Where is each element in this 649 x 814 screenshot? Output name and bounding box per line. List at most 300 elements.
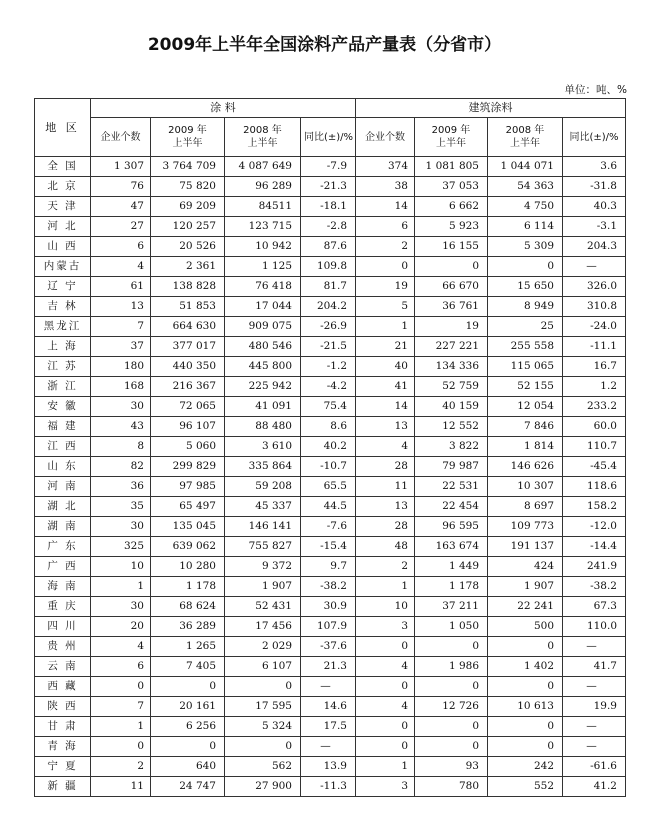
output-value-cell: 45 337	[225, 497, 301, 517]
table-body	[35, 157, 626, 797]
company-count-cell: 14	[356, 197, 415, 217]
table-row	[35, 457, 626, 477]
company-count-cell: 6	[91, 657, 151, 677]
company-count-cell: 35	[91, 497, 151, 517]
output-value-cell: 0	[415, 737, 488, 757]
yoy-change-cell: -11.1	[563, 337, 626, 357]
table-row	[35, 757, 626, 777]
region-cell: 新 疆	[35, 777, 91, 797]
yoy-change-cell: -15.4	[301, 537, 356, 557]
region-cell: 广 东	[35, 537, 91, 557]
output-value-cell: 51 853	[151, 297, 225, 317]
company-count-cell: 8	[91, 437, 151, 457]
yoy-change-cell: 107.9	[301, 617, 356, 637]
company-count-cell: 1	[356, 317, 415, 337]
output-value-cell: 7 846	[488, 417, 563, 437]
output-value-cell: 96 289	[225, 177, 301, 197]
region-cell: 山 西	[35, 237, 91, 257]
company-count-cell: 2	[356, 557, 415, 577]
column-header: 同比(±)/%	[301, 118, 356, 157]
yoy-change-cell: 16.7	[563, 357, 626, 377]
yoy-change-cell: 21.3	[301, 657, 356, 677]
output-value-cell: 1 178	[415, 577, 488, 597]
yoy-change-cell: 110.7	[563, 437, 626, 457]
output-value-cell: 88 480	[225, 417, 301, 437]
output-value-cell: 0	[415, 677, 488, 697]
output-value-cell: 377 017	[151, 337, 225, 357]
output-value-cell: 4 750	[488, 197, 563, 217]
yoy-change-cell: -7.6	[301, 517, 356, 537]
yoy-change-cell: -14.4	[563, 537, 626, 557]
output-value-cell: 16 155	[415, 237, 488, 257]
company-count-cell: 10	[356, 597, 415, 617]
company-count-cell: 48	[356, 537, 415, 557]
output-value-cell: 6 107	[225, 657, 301, 677]
table-row	[35, 217, 626, 237]
company-count-cell: 2	[356, 237, 415, 257]
output-value-cell: 255 558	[488, 337, 563, 357]
output-value-cell: 37 053	[415, 177, 488, 197]
output-value-cell: 9 372	[225, 557, 301, 577]
output-value-cell: 1 050	[415, 617, 488, 637]
output-value-cell: 22 241	[488, 597, 563, 617]
column-header: 2008 年 上半年	[225, 118, 301, 157]
yoy-change-cell: -18.1	[301, 197, 356, 217]
output-value-cell: 0	[488, 637, 563, 657]
output-value-cell: 135 045	[151, 517, 225, 537]
table-row	[35, 577, 626, 597]
yoy-change-cell: 118.6	[563, 477, 626, 497]
yoy-change-cell: —	[563, 737, 626, 757]
company-count-cell: 30	[91, 517, 151, 537]
output-value-cell: 19	[415, 317, 488, 337]
output-value-cell: 7 405	[151, 657, 225, 677]
output-value-cell: 5 060	[151, 437, 225, 457]
header-group-architectural: 建筑涂料	[356, 99, 626, 118]
output-value-cell: 24 747	[151, 777, 225, 797]
table-row	[35, 417, 626, 437]
output-value-cell: 6 114	[488, 217, 563, 237]
region-cell: 吉 林	[35, 297, 91, 317]
output-value-cell: 1 986	[415, 657, 488, 677]
table-row	[35, 357, 626, 377]
output-value-cell: 909 075	[225, 317, 301, 337]
yoy-change-cell: -24.0	[563, 317, 626, 337]
output-value-cell: 93	[415, 757, 488, 777]
output-value-cell: 0	[151, 677, 225, 697]
output-value-cell: 52 759	[415, 377, 488, 397]
output-value-cell: 299 829	[151, 457, 225, 477]
company-count-cell: 180	[91, 357, 151, 377]
yoy-change-cell: -2.8	[301, 217, 356, 237]
yoy-change-cell: 158.2	[563, 497, 626, 517]
yoy-change-cell: 67.3	[563, 597, 626, 617]
column-header: 企业个数	[356, 118, 415, 157]
output-value-cell: 552	[488, 777, 563, 797]
yoy-change-cell: -7.9	[301, 157, 356, 177]
output-value-cell: 52 155	[488, 377, 563, 397]
output-value-cell: 20 161	[151, 697, 225, 717]
output-value-cell: 3 610	[225, 437, 301, 457]
yoy-change-cell: -38.2	[301, 577, 356, 597]
output-value-cell: 97 985	[151, 477, 225, 497]
region-cell: 江 苏	[35, 357, 91, 377]
company-count-cell: 41	[356, 377, 415, 397]
yoy-change-cell: 75.4	[301, 397, 356, 417]
output-value-cell: 10 307	[488, 477, 563, 497]
output-value-cell: 27 900	[225, 777, 301, 797]
output-value-cell: 1 449	[415, 557, 488, 577]
output-value-cell: 1 265	[151, 637, 225, 657]
output-value-cell: 0	[151, 737, 225, 757]
region-cell: 甘 肃	[35, 717, 91, 737]
company-count-cell: 38	[356, 177, 415, 197]
region-cell: 天 津	[35, 197, 91, 217]
region-cell: 北 京	[35, 177, 91, 197]
company-count-cell: 7	[91, 317, 151, 337]
production-table	[34, 98, 626, 797]
region-cell: 山 东	[35, 457, 91, 477]
output-value-cell: 69 209	[151, 197, 225, 217]
yoy-change-cell: —	[301, 737, 356, 757]
output-value-cell: 5 324	[225, 717, 301, 737]
output-value-cell: 12 054	[488, 397, 563, 417]
company-count-cell: 43	[91, 417, 151, 437]
output-value-cell: 40 159	[415, 397, 488, 417]
region-cell: 湖 南	[35, 517, 91, 537]
company-count-cell: 5	[356, 297, 415, 317]
output-value-cell: 163 674	[415, 537, 488, 557]
output-value-cell: 138 828	[151, 277, 225, 297]
table-row	[35, 197, 626, 217]
output-value-cell: 59 208	[225, 477, 301, 497]
yoy-change-cell: 17.5	[301, 717, 356, 737]
output-value-cell: 52 431	[225, 597, 301, 617]
region-cell: 内蒙古	[35, 257, 91, 277]
output-value-cell: 146 141	[225, 517, 301, 537]
company-count-cell: 13	[356, 497, 415, 517]
yoy-change-cell: -61.6	[563, 757, 626, 777]
region-cell: 福 建	[35, 417, 91, 437]
company-count-cell: 61	[91, 277, 151, 297]
yoy-change-cell: 13.9	[301, 757, 356, 777]
company-count-cell: 19	[356, 277, 415, 297]
company-count-cell: 76	[91, 177, 151, 197]
yoy-change-cell: —	[563, 257, 626, 277]
output-value-cell: 1 402	[488, 657, 563, 677]
yoy-change-cell: 204.3	[563, 237, 626, 257]
yoy-change-cell: -10.7	[301, 457, 356, 477]
yoy-change-cell: 30.9	[301, 597, 356, 617]
yoy-change-cell: -26.9	[301, 317, 356, 337]
table-row	[35, 657, 626, 677]
output-value-cell: 72 065	[151, 397, 225, 417]
output-value-cell: 1 907	[225, 577, 301, 597]
company-count-cell: 4	[356, 697, 415, 717]
company-count-cell: 82	[91, 457, 151, 477]
yoy-change-cell: 14.6	[301, 697, 356, 717]
column-header: 2009 年 上半年	[151, 118, 225, 157]
yoy-change-cell: 44.5	[301, 497, 356, 517]
company-count-cell: 40	[356, 357, 415, 377]
region-cell: 海 南	[35, 577, 91, 597]
yoy-change-cell: -37.6	[301, 637, 356, 657]
output-value-cell: 0	[225, 677, 301, 697]
company-count-cell: 1 307	[91, 157, 151, 177]
output-value-cell: 8 697	[488, 497, 563, 517]
table-row	[35, 697, 626, 717]
yoy-change-cell: -4.2	[301, 377, 356, 397]
region-cell: 上 海	[35, 337, 91, 357]
company-count-cell: 168	[91, 377, 151, 397]
yoy-change-cell: -11.3	[301, 777, 356, 797]
page-title: 2009年上半年全国涂料产品产量表（分省市）	[147, 35, 502, 55]
yoy-change-cell: 19.9	[563, 697, 626, 717]
company-count-cell: 20	[91, 617, 151, 637]
region-cell: 全 国	[35, 157, 91, 177]
output-value-cell: 6 256	[151, 717, 225, 737]
table-row	[35, 337, 626, 357]
output-value-cell: 3 822	[415, 437, 488, 457]
output-value-cell: 109 773	[488, 517, 563, 537]
output-value-cell: 41 091	[225, 397, 301, 417]
output-value-cell: 10 613	[488, 697, 563, 717]
company-count-cell: 374	[356, 157, 415, 177]
table-row	[35, 317, 626, 337]
output-value-cell: 500	[488, 617, 563, 637]
company-count-cell: 21	[356, 337, 415, 357]
output-value-cell: 15 650	[488, 277, 563, 297]
output-value-cell: 5 923	[415, 217, 488, 237]
output-value-cell: 36 761	[415, 297, 488, 317]
total-row	[35, 157, 626, 177]
yoy-change-cell: 60.0	[563, 417, 626, 437]
output-value-cell: 54 363	[488, 177, 563, 197]
output-value-cell: 2 029	[225, 637, 301, 657]
table-row	[35, 277, 626, 297]
table-row	[35, 437, 626, 457]
output-value-cell: 227 221	[415, 337, 488, 357]
yoy-change-cell: —	[563, 717, 626, 737]
yoy-change-cell: —	[301, 677, 356, 697]
table-row	[35, 717, 626, 737]
company-count-cell: 7	[91, 697, 151, 717]
yoy-change-cell: 87.6	[301, 237, 356, 257]
yoy-change-cell: -12.0	[563, 517, 626, 537]
output-value-cell: 639 062	[151, 537, 225, 557]
output-value-cell: 216 367	[151, 377, 225, 397]
output-value-cell: 96 595	[415, 517, 488, 537]
output-value-cell: 0	[415, 717, 488, 737]
yoy-change-cell: -21.3	[301, 177, 356, 197]
company-count-cell: 27	[91, 217, 151, 237]
output-value-cell: 1 178	[151, 577, 225, 597]
company-count-cell: 37	[91, 337, 151, 357]
table-row	[35, 497, 626, 517]
yoy-change-cell: 1.2	[563, 377, 626, 397]
company-count-cell: 1	[91, 717, 151, 737]
table-row	[35, 237, 626, 257]
output-value-cell: 755 827	[225, 537, 301, 557]
output-value-cell: 440 350	[151, 357, 225, 377]
yoy-change-cell: 110.0	[563, 617, 626, 637]
yoy-change-cell: -45.4	[563, 457, 626, 477]
company-count-cell: 6	[91, 237, 151, 257]
output-value-cell: 146 626	[488, 457, 563, 477]
output-value-cell: 0	[415, 637, 488, 657]
output-value-cell: 120 257	[151, 217, 225, 237]
company-count-cell: 30	[91, 397, 151, 417]
company-count-cell: 0	[356, 737, 415, 757]
yoy-change-cell: 41.2	[563, 777, 626, 797]
yoy-change-cell: -1.2	[301, 357, 356, 377]
output-value-cell: 22 531	[415, 477, 488, 497]
table-row	[35, 517, 626, 537]
table-row	[35, 737, 626, 757]
table-row	[35, 477, 626, 497]
column-header: 2008 年 上半年	[488, 118, 563, 157]
output-value-cell: 562	[225, 757, 301, 777]
company-count-cell: 13	[356, 417, 415, 437]
table-row	[35, 177, 626, 197]
company-count-cell: 4	[91, 637, 151, 657]
output-value-cell: 20 526	[151, 237, 225, 257]
region-cell: 黑龙江	[35, 317, 91, 337]
yoy-change-cell: 233.2	[563, 397, 626, 417]
company-count-cell: 325	[91, 537, 151, 557]
company-count-cell: 36	[91, 477, 151, 497]
yoy-change-cell: 81.7	[301, 277, 356, 297]
output-value-cell: 480 546	[225, 337, 301, 357]
region-cell: 青 海	[35, 737, 91, 757]
output-value-cell: 17 456	[225, 617, 301, 637]
company-count-cell: 14	[356, 397, 415, 417]
region-cell: 江 西	[35, 437, 91, 457]
output-value-cell: 66 670	[415, 277, 488, 297]
table-row	[35, 257, 626, 277]
output-value-cell: 22 454	[415, 497, 488, 517]
output-value-cell: 1 081 805	[415, 157, 488, 177]
yoy-change-cell: -21.5	[301, 337, 356, 357]
region-cell: 云 南	[35, 657, 91, 677]
table-row	[35, 597, 626, 617]
company-count-cell: 2	[91, 757, 151, 777]
yoy-change-cell: 204.2	[301, 297, 356, 317]
company-count-cell: 28	[356, 517, 415, 537]
table-row	[35, 297, 626, 317]
company-count-cell: 0	[356, 677, 415, 697]
company-count-cell: 1	[356, 577, 415, 597]
company-count-cell: 0	[356, 257, 415, 277]
region-cell: 浙 江	[35, 377, 91, 397]
company-count-cell: 0	[356, 637, 415, 657]
output-value-cell: 664 630	[151, 317, 225, 337]
output-value-cell: 242	[488, 757, 563, 777]
yoy-change-cell: -31.8	[563, 177, 626, 197]
yoy-change-cell: 310.8	[563, 297, 626, 317]
output-value-cell: 37 211	[415, 597, 488, 617]
output-value-cell: 96 107	[151, 417, 225, 437]
company-count-cell: 3	[356, 777, 415, 797]
company-count-cell: 30	[91, 597, 151, 617]
output-value-cell: 1 907	[488, 577, 563, 597]
output-value-cell: 134 336	[415, 357, 488, 377]
output-value-cell: 123 715	[225, 217, 301, 237]
output-value-cell: 115 065	[488, 357, 563, 377]
company-count-cell: 4	[356, 657, 415, 677]
output-value-cell: 3 764 709	[151, 157, 225, 177]
yoy-change-cell: 109.8	[301, 257, 356, 277]
region-cell: 陕 西	[35, 697, 91, 717]
output-value-cell: 10 942	[225, 237, 301, 257]
output-value-cell: 1 814	[488, 437, 563, 457]
company-count-cell: 13	[91, 297, 151, 317]
company-count-cell: 4	[91, 257, 151, 277]
region-cell: 西 藏	[35, 677, 91, 697]
output-value-cell: 780	[415, 777, 488, 797]
output-value-cell: 0	[488, 717, 563, 737]
output-value-cell: 17 595	[225, 697, 301, 717]
yoy-change-cell: 8.6	[301, 417, 356, 437]
yoy-change-cell: 9.7	[301, 557, 356, 577]
table-row	[35, 537, 626, 557]
output-value-cell: 225 942	[225, 377, 301, 397]
output-value-cell: 1 125	[225, 257, 301, 277]
yoy-change-cell: 65.5	[301, 477, 356, 497]
yoy-change-cell: —	[563, 677, 626, 697]
region-cell: 河 南	[35, 477, 91, 497]
yoy-change-cell: 241.9	[563, 557, 626, 577]
company-count-cell: 0	[91, 737, 151, 757]
company-count-cell: 4	[356, 437, 415, 457]
column-header: 同比(±)/%	[563, 118, 626, 157]
output-value-cell: 12 552	[415, 417, 488, 437]
region-cell: 安 徽	[35, 397, 91, 417]
region-cell: 贵 州	[35, 637, 91, 657]
output-value-cell: 335 864	[225, 457, 301, 477]
company-count-cell: 0	[91, 677, 151, 697]
column-header: 企业个数	[91, 118, 151, 157]
table-row	[35, 777, 626, 797]
output-value-cell: 79 987	[415, 457, 488, 477]
table-row	[35, 397, 626, 417]
region-cell: 广 西	[35, 557, 91, 577]
yoy-change-cell: —	[563, 637, 626, 657]
output-value-cell: 0	[488, 737, 563, 757]
yoy-change-cell: 41.7	[563, 657, 626, 677]
output-value-cell: 0	[488, 257, 563, 277]
output-value-cell: 5 309	[488, 237, 563, 257]
company-count-cell: 1	[91, 577, 151, 597]
company-count-cell: 28	[356, 457, 415, 477]
output-value-cell: 75 820	[151, 177, 225, 197]
output-value-cell: 640	[151, 757, 225, 777]
output-value-cell: 17 044	[225, 297, 301, 317]
company-count-cell: 0	[356, 717, 415, 737]
output-value-cell: 25	[488, 317, 563, 337]
unit-note: 单位：吨、%	[564, 84, 627, 96]
output-value-cell: 0	[415, 257, 488, 277]
header-region: 地 区	[35, 99, 91, 157]
region-cell: 宁 夏	[35, 757, 91, 777]
output-value-cell: 191 137	[488, 537, 563, 557]
company-count-cell: 10	[91, 557, 151, 577]
yoy-change-cell: -38.2	[563, 577, 626, 597]
output-value-cell: 10 280	[151, 557, 225, 577]
column-header: 2009 年 上半年	[415, 118, 488, 157]
output-value-cell: 445 800	[225, 357, 301, 377]
company-count-cell: 11	[91, 777, 151, 797]
